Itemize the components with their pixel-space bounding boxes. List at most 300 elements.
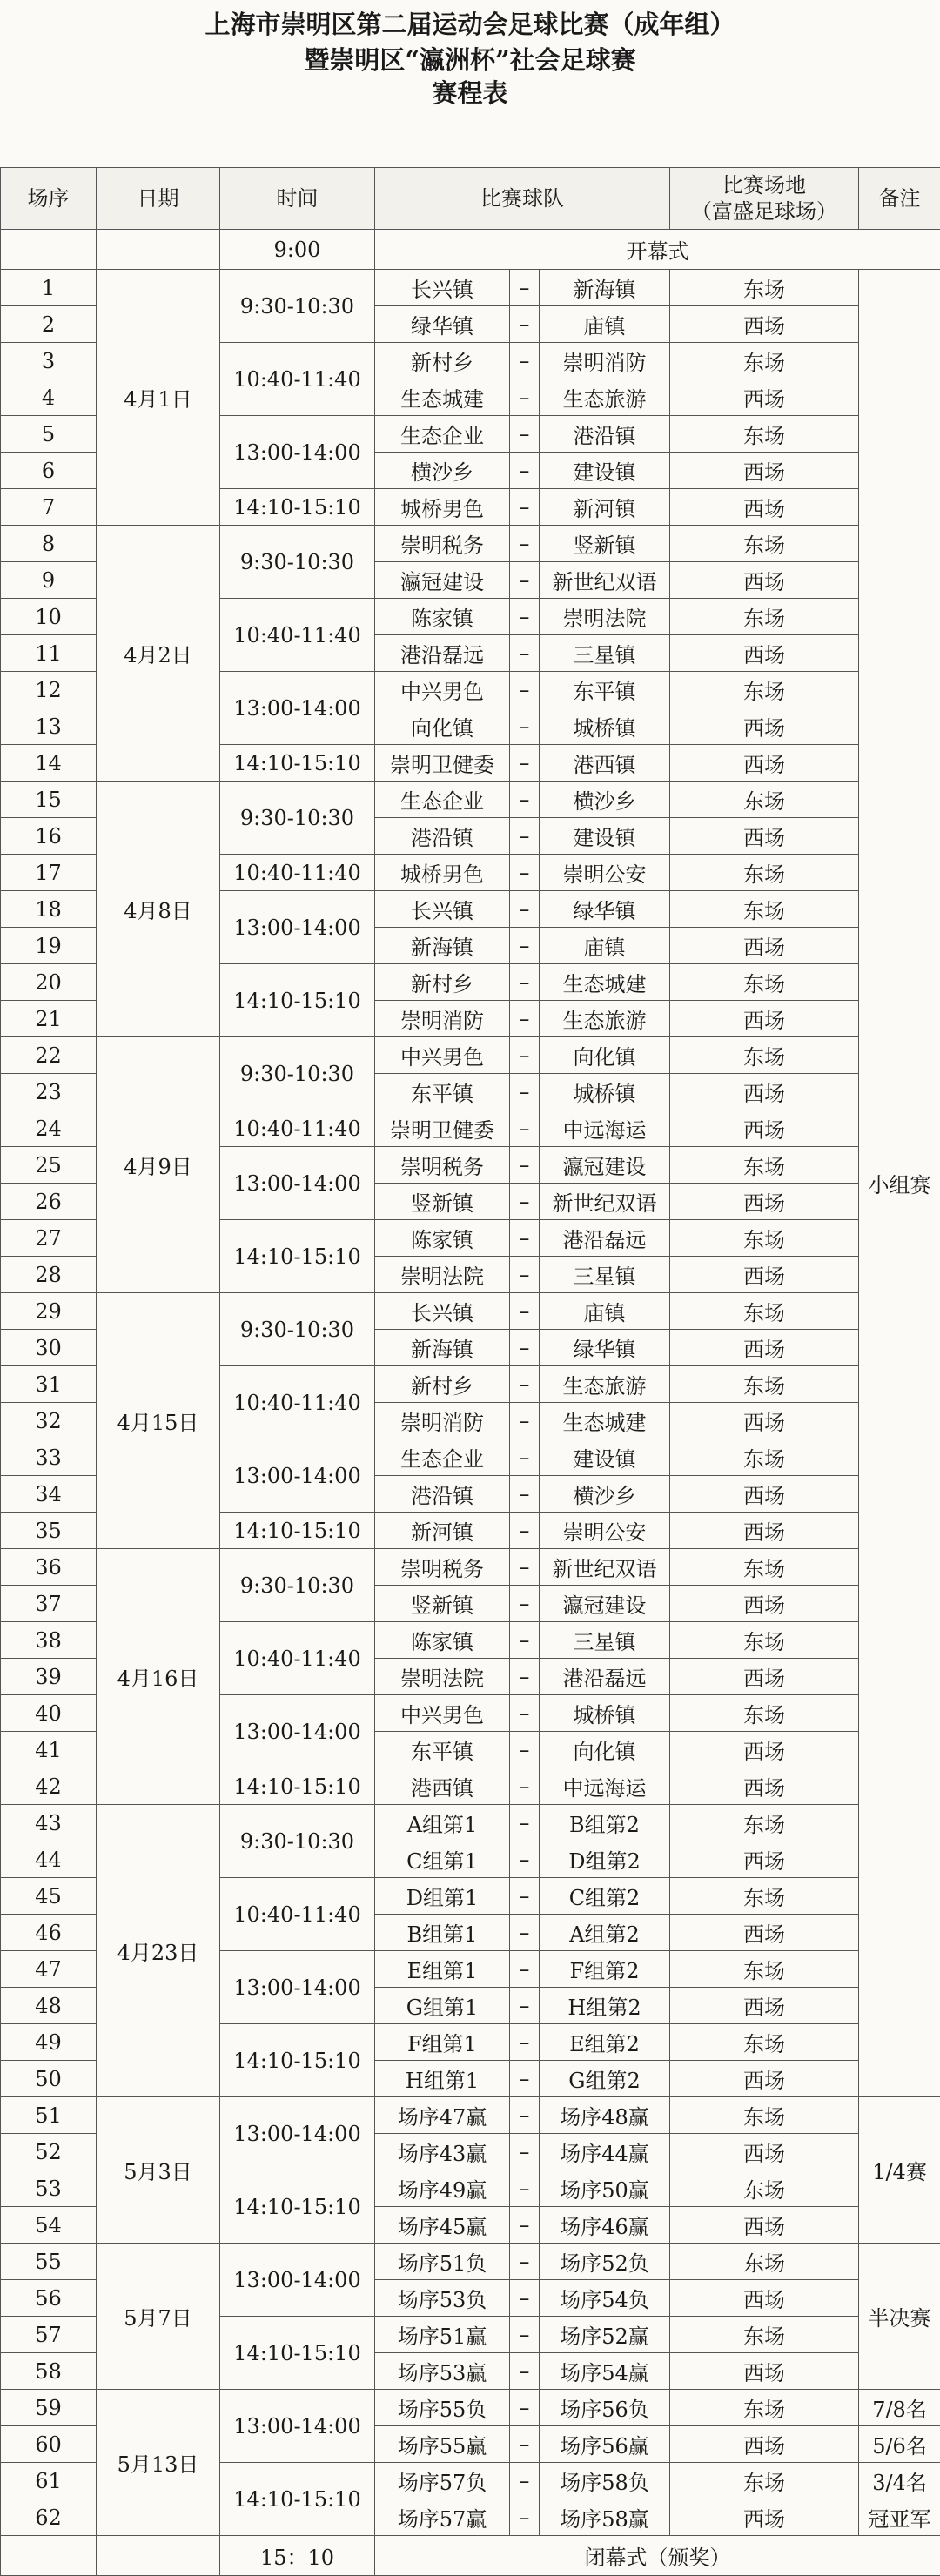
match-venue: 东场	[670, 1549, 859, 1586]
match-time: 14:10-15:10	[220, 2463, 375, 2536]
home-team: 崇明法院	[375, 1659, 510, 1695]
match-time: 9:30-10:30	[220, 270, 375, 343]
away-team: 新海镇	[540, 270, 670, 306]
match-no: 23	[1, 1074, 97, 1110]
home-team: 绿华镇	[375, 306, 510, 343]
home-team: 场序55负	[375, 2390, 510, 2426]
home-team: 生态企业	[375, 782, 510, 818]
match-note: 7/8名	[859, 2390, 940, 2426]
match-no: 38	[1, 1622, 97, 1659]
home-team: 崇明卫健委	[375, 1110, 510, 1147]
away-team: 瀛冠建设	[540, 1586, 670, 1622]
match-no: 10	[1, 599, 97, 635]
away-team: B组第2	[540, 1805, 670, 1841]
match-no: 5	[1, 416, 97, 453]
title-line-3: 赛程表	[0, 77, 940, 110]
away-team: 建设镇	[540, 1439, 670, 1476]
match-venue: 东场	[670, 2463, 859, 2499]
vs-dash: –	[510, 1513, 540, 1549]
vs-dash: –	[510, 2170, 540, 2207]
match-venue: 西场	[670, 379, 859, 416]
home-team: 港西镇	[375, 1768, 510, 1805]
away-team: 庙镇	[540, 306, 670, 343]
match-no: 42	[1, 1768, 97, 1805]
match-venue: 西场	[670, 2134, 859, 2170]
match-venue: 西场	[670, 1184, 859, 1220]
home-team: 城桥男色	[375, 855, 510, 891]
match-venue: 东场	[670, 416, 859, 453]
home-team: 城桥男色	[375, 489, 510, 526]
match-venue: 东场	[670, 526, 859, 562]
away-team: 瀛冠建设	[540, 1147, 670, 1184]
vs-dash: –	[510, 1695, 540, 1732]
match-time: 13:00-14:00	[220, 891, 375, 964]
match-venue: 东场	[670, 1147, 859, 1184]
match-no: 36	[1, 1549, 97, 1586]
home-team: 崇明税务	[375, 1549, 510, 1586]
match-time: 13:00-14:00	[220, 2390, 375, 2463]
match-venue: 东场	[670, 2244, 859, 2280]
vs-dash: –	[510, 2024, 540, 2061]
home-team: 场序55赢	[375, 2426, 510, 2463]
away-team: 横沙乡	[540, 782, 670, 818]
match-no: 9	[1, 562, 97, 599]
away-team: 场序54赢	[540, 2353, 670, 2390]
match-no: 40	[1, 1695, 97, 1732]
vs-dash: –	[510, 526, 540, 562]
away-team: 向化镇	[540, 1037, 670, 1074]
match-no: 50	[1, 2061, 97, 2097]
vs-dash: –	[510, 416, 540, 453]
match-no: 62	[1, 2499, 97, 2536]
vs-dash: –	[510, 1768, 540, 1805]
match-date: 4月8日	[97, 782, 220, 1037]
match-date: 5月3日	[97, 2097, 220, 2244]
away-team: 新世纪双语	[540, 1184, 670, 1220]
vs-dash: –	[510, 1915, 540, 1951]
away-team: 建设镇	[540, 818, 670, 855]
match-no: 51	[1, 2097, 97, 2134]
match-venue: 东场	[670, 2024, 859, 2061]
away-team: 崇明公安	[540, 855, 670, 891]
blank-cell	[1, 230, 97, 270]
header-no: 场序	[1, 168, 97, 230]
match-time: 14:10-15:10	[220, 1513, 375, 1549]
match-time: 13:00-14:00	[220, 1439, 375, 1513]
home-team: 场序51赢	[375, 2317, 510, 2353]
away-team: 场序54负	[540, 2280, 670, 2317]
vs-dash: –	[510, 1184, 540, 1220]
home-team: E组第1	[375, 1951, 510, 1988]
away-team: 横沙乡	[540, 1476, 670, 1513]
match-no: 15	[1, 782, 97, 818]
match-note: 冠亚军	[859, 2499, 940, 2536]
match-venue: 西场	[670, 745, 859, 782]
match-no: 1	[1, 270, 97, 306]
match-time: 10:40-11:40	[220, 1110, 375, 1147]
vs-dash: –	[510, 562, 540, 599]
match-date: 5月7日	[97, 2244, 220, 2390]
match-no: 22	[1, 1037, 97, 1074]
match-venue: 东场	[670, 782, 859, 818]
match-venue: 西场	[670, 489, 859, 526]
home-team: 新村乡	[375, 1366, 510, 1403]
match-venue: 西场	[670, 928, 859, 964]
away-team: 庙镇	[540, 928, 670, 964]
home-team: 新村乡	[375, 964, 510, 1001]
match-no: 3	[1, 343, 97, 379]
away-team: 场序56赢	[540, 2426, 670, 2463]
closing-ceremony-row	[1, 2536, 940, 2576]
match-no: 26	[1, 1184, 97, 1220]
opening-time: 9:00	[220, 230, 375, 270]
match-no: 59	[1, 2390, 97, 2426]
vs-dash: –	[510, 2390, 540, 2426]
match-venue: 东场	[670, 1695, 859, 1732]
away-team: 庙镇	[540, 1293, 670, 1330]
match-no: 57	[1, 2317, 97, 2353]
match-no: 7	[1, 489, 97, 526]
away-team: A组第2	[540, 1915, 670, 1951]
vs-dash: –	[510, 2463, 540, 2499]
home-team: 陈家镇	[375, 1622, 510, 1659]
away-team: 场序56负	[540, 2390, 670, 2426]
schedule-body	[1, 230, 940, 2576]
schedule-table	[0, 167, 940, 2576]
home-team: 崇明法院	[375, 1257, 510, 1293]
match-no: 18	[1, 891, 97, 928]
vs-dash: –	[510, 1293, 540, 1330]
home-team: 东平镇	[375, 1732, 510, 1768]
match-venue: 西场	[670, 1732, 859, 1768]
home-team: 生态企业	[375, 416, 510, 453]
match-time: 14:10-15:10	[220, 2317, 375, 2390]
away-team: 三星镇	[540, 635, 670, 672]
match-venue: 西场	[670, 1768, 859, 1805]
vs-dash: –	[510, 1476, 540, 1513]
vs-dash: –	[510, 2097, 540, 2134]
home-team: 横沙乡	[375, 453, 510, 489]
match-time: 13:00-14:00	[220, 2097, 375, 2170]
vs-dash: –	[510, 782, 540, 818]
vs-dash: –	[510, 1732, 540, 1768]
vs-dash: –	[510, 1586, 540, 1622]
match-note: 半决赛	[859, 2244, 940, 2390]
away-team: 中远海运	[540, 1768, 670, 1805]
vs-dash: –	[510, 1549, 540, 1586]
vs-dash: –	[510, 1037, 540, 1074]
home-team: 陈家镇	[375, 599, 510, 635]
home-team: 新村乡	[375, 343, 510, 379]
match-venue: 东场	[670, 2390, 859, 2426]
vs-dash: –	[510, 928, 540, 964]
match-no: 37	[1, 1586, 97, 1622]
match-no: 53	[1, 2170, 97, 2207]
match-venue: 东场	[670, 964, 859, 1001]
home-team: 陈家镇	[375, 1220, 510, 1257]
header-note: 备注	[859, 168, 940, 230]
home-team: A组第1	[375, 1805, 510, 1841]
match-venue: 西场	[670, 708, 859, 745]
match-no: 29	[1, 1293, 97, 1330]
match-date: 4月23日	[97, 1805, 220, 2097]
home-team: B组第1	[375, 1915, 510, 1951]
match-row	[1, 1549, 940, 1586]
match-venue: 西场	[670, 1586, 859, 1622]
away-team: 绿华镇	[540, 891, 670, 928]
home-team: 新海镇	[375, 928, 510, 964]
header-teams: 比赛球队	[375, 168, 670, 230]
match-venue: 西场	[670, 2207, 859, 2244]
away-team: 中远海运	[540, 1110, 670, 1147]
home-team: 东平镇	[375, 1074, 510, 1110]
match-no: 32	[1, 1403, 97, 1439]
match-time: 14:10-15:10	[220, 2170, 375, 2244]
match-venue: 东场	[670, 1951, 859, 1988]
match-time: 9:30-10:30	[220, 782, 375, 855]
home-team: 新海镇	[375, 1330, 510, 1366]
vs-dash: –	[510, 855, 540, 891]
match-row	[1, 526, 940, 562]
away-team: 生态旅游	[540, 379, 670, 416]
match-venue: 东场	[670, 1037, 859, 1074]
match-venue: 东场	[670, 1293, 859, 1330]
match-time: 10:40-11:40	[220, 1622, 375, 1695]
home-team: 崇明卫健委	[375, 745, 510, 782]
match-venue: 东场	[670, 1622, 859, 1659]
home-team: 场序49赢	[375, 2170, 510, 2207]
vs-dash: –	[510, 489, 540, 526]
vs-dash: –	[510, 1659, 540, 1695]
vs-dash: –	[510, 1330, 540, 1366]
match-note: 小组赛	[859, 270, 940, 2097]
home-team: 长兴镇	[375, 891, 510, 928]
home-team: 场序53负	[375, 2280, 510, 2317]
match-venue: 西场	[670, 818, 859, 855]
match-venue: 东场	[670, 672, 859, 708]
away-team: 新世纪双语	[540, 1549, 670, 1586]
vs-dash: –	[510, 745, 540, 782]
match-no: 58	[1, 2353, 97, 2390]
home-team: 生态企业	[375, 1439, 510, 1476]
match-date: 4月16日	[97, 1549, 220, 1805]
match-no: 61	[1, 2463, 97, 2499]
match-time: 14:10-15:10	[220, 2024, 375, 2097]
vs-dash: –	[510, 379, 540, 416]
match-venue: 东场	[670, 891, 859, 928]
vs-dash: –	[510, 2207, 540, 2244]
vs-dash: –	[510, 818, 540, 855]
match-time: 10:40-11:40	[220, 599, 375, 672]
vs-dash: –	[510, 2244, 540, 2280]
match-no: 31	[1, 1366, 97, 1403]
vs-dash: –	[510, 2499, 540, 2536]
match-time: 13:00-14:00	[220, 1695, 375, 1768]
match-time: 9:30-10:30	[220, 1293, 375, 1366]
match-date: 4月15日	[97, 1293, 220, 1549]
away-team: D组第2	[540, 1841, 670, 1878]
match-venue: 西场	[670, 635, 859, 672]
match-time: 13:00-14:00	[220, 416, 375, 489]
home-team: 港沿磊远	[375, 635, 510, 672]
match-time: 14:10-15:10	[220, 1220, 375, 1293]
vs-dash: –	[510, 2426, 540, 2463]
blank-cell	[97, 2536, 220, 2576]
match-time: 10:40-11:40	[220, 1366, 375, 1439]
away-team: 向化镇	[540, 1732, 670, 1768]
match-venue: 西场	[670, 1476, 859, 1513]
home-team: 场序51负	[375, 2244, 510, 2280]
away-team: 新世纪双语	[540, 562, 670, 599]
match-time: 13:00-14:00	[220, 1951, 375, 2024]
match-venue: 东场	[670, 1366, 859, 1403]
away-team: 城桥镇	[540, 708, 670, 745]
vs-dash: –	[510, 891, 540, 928]
vs-dash: –	[510, 453, 540, 489]
match-note: 5/6名	[859, 2426, 940, 2463]
match-time: 10:40-11:40	[220, 1878, 375, 1951]
home-team: 崇明税务	[375, 1147, 510, 1184]
match-venue: 西场	[670, 1403, 859, 1439]
match-venue: 东场	[670, 2097, 859, 2134]
match-note: 3/4名	[859, 2463, 940, 2499]
home-team: 崇明消防	[375, 1403, 510, 1439]
match-venue: 西场	[670, 1330, 859, 1366]
match-venue: 西场	[670, 2280, 859, 2317]
match-no: 52	[1, 2134, 97, 2170]
home-team: 场序47赢	[375, 2097, 510, 2134]
away-team: 场序50赢	[540, 2170, 670, 2207]
match-time: 14:10-15:10	[220, 745, 375, 782]
home-team: 生态城建	[375, 379, 510, 416]
match-venue: 东场	[670, 1220, 859, 1257]
match-no: 47	[1, 1951, 97, 1988]
away-team: 场序48赢	[540, 2097, 670, 2134]
match-no: 48	[1, 1988, 97, 2024]
home-team: F组第1	[375, 2024, 510, 2061]
match-venue: 东场	[670, 343, 859, 379]
match-no: 41	[1, 1732, 97, 1768]
away-team: 崇明公安	[540, 1513, 670, 1549]
match-venue: 西场	[670, 1001, 859, 1037]
home-team: 竖新镇	[375, 1586, 510, 1622]
vs-dash: –	[510, 1257, 540, 1293]
vs-dash: –	[510, 270, 540, 306]
vs-dash: –	[510, 635, 540, 672]
away-team: E组第2	[540, 2024, 670, 2061]
closing-time: 15：10	[220, 2536, 375, 2576]
away-team: 生态城建	[540, 964, 670, 1001]
away-team: 东平镇	[540, 672, 670, 708]
match-row	[1, 782, 940, 818]
match-no: 25	[1, 1147, 97, 1184]
match-venue: 西场	[670, 2061, 859, 2097]
home-team: H组第1	[375, 2061, 510, 2097]
away-team: 港沿磊远	[540, 1659, 670, 1695]
home-team: 港沿镇	[375, 818, 510, 855]
blank-cell	[97, 230, 220, 270]
vs-dash: –	[510, 1110, 540, 1147]
vs-dash: –	[510, 1988, 540, 2024]
vs-dash: –	[510, 1805, 540, 1841]
match-venue: 东场	[670, 599, 859, 635]
home-team: 崇明消防	[375, 1001, 510, 1037]
match-row	[1, 2244, 940, 2280]
match-no: 45	[1, 1878, 97, 1915]
match-no: 8	[1, 526, 97, 562]
match-no: 33	[1, 1439, 97, 1476]
match-venue: 西场	[670, 2353, 859, 2390]
away-team: 崇明法院	[540, 599, 670, 635]
home-team: C组第1	[375, 1841, 510, 1878]
match-venue: 西场	[670, 1988, 859, 2024]
match-venue: 东场	[670, 1805, 859, 1841]
vs-dash: –	[510, 2134, 540, 2170]
vs-dash: –	[510, 1366, 540, 1403]
match-venue: 西场	[670, 2499, 859, 2536]
blank-cell	[1, 2536, 97, 2576]
match-row	[1, 2390, 940, 2426]
home-team: 向化镇	[375, 708, 510, 745]
match-no: 24	[1, 1110, 97, 1147]
away-team: 场序52负	[540, 2244, 670, 2280]
match-venue: 西场	[670, 2426, 859, 2463]
match-no: 56	[1, 2280, 97, 2317]
home-team: 中兴男色	[375, 672, 510, 708]
away-team: 场序46赢	[540, 2207, 670, 2244]
match-no: 55	[1, 2244, 97, 2280]
match-row	[1, 1037, 940, 1074]
home-team: 场序57负	[375, 2463, 510, 2499]
match-no: 12	[1, 672, 97, 708]
match-venue: 西场	[670, 1659, 859, 1695]
match-venue: 西场	[670, 1513, 859, 1549]
match-time: 13:00-14:00	[220, 2244, 375, 2317]
vs-dash: –	[510, 1074, 540, 1110]
home-team: 中兴男色	[375, 1695, 510, 1732]
away-team: 场序58负	[540, 2463, 670, 2499]
home-team: 崇明税务	[375, 526, 510, 562]
home-team: 长兴镇	[375, 1293, 510, 1330]
closing-label: 闭幕式（颁奖）	[375, 2536, 940, 2576]
match-time: 9:30-10:30	[220, 1037, 375, 1110]
vs-dash: –	[510, 1622, 540, 1659]
match-no: 43	[1, 1805, 97, 1841]
vs-dash: –	[510, 306, 540, 343]
vs-dash: –	[510, 2280, 540, 2317]
match-date: 4月9日	[97, 1037, 220, 1293]
away-team: 场序44赢	[540, 2134, 670, 2170]
header-venue-label: 比赛场地	[722, 173, 806, 198]
match-venue: 西场	[670, 1841, 859, 1878]
away-team: 生态旅游	[540, 1366, 670, 1403]
home-team: 场序57赢	[375, 2499, 510, 2536]
match-row	[1, 1293, 940, 1330]
match-no: 34	[1, 1476, 97, 1513]
match-no: 60	[1, 2426, 97, 2463]
match-no: 46	[1, 1915, 97, 1951]
away-team: 建设镇	[540, 453, 670, 489]
match-no: 16	[1, 818, 97, 855]
match-no: 27	[1, 1220, 97, 1257]
away-team: 城桥镇	[540, 1074, 670, 1110]
home-team: 场序45赢	[375, 2207, 510, 2244]
away-team: F组第2	[540, 1951, 670, 1988]
match-time: 9:30-10:30	[220, 526, 375, 599]
home-team: 瀛冠建设	[375, 562, 510, 599]
away-team: 港沿磊远	[540, 1220, 670, 1257]
match-row	[1, 1805, 940, 1841]
